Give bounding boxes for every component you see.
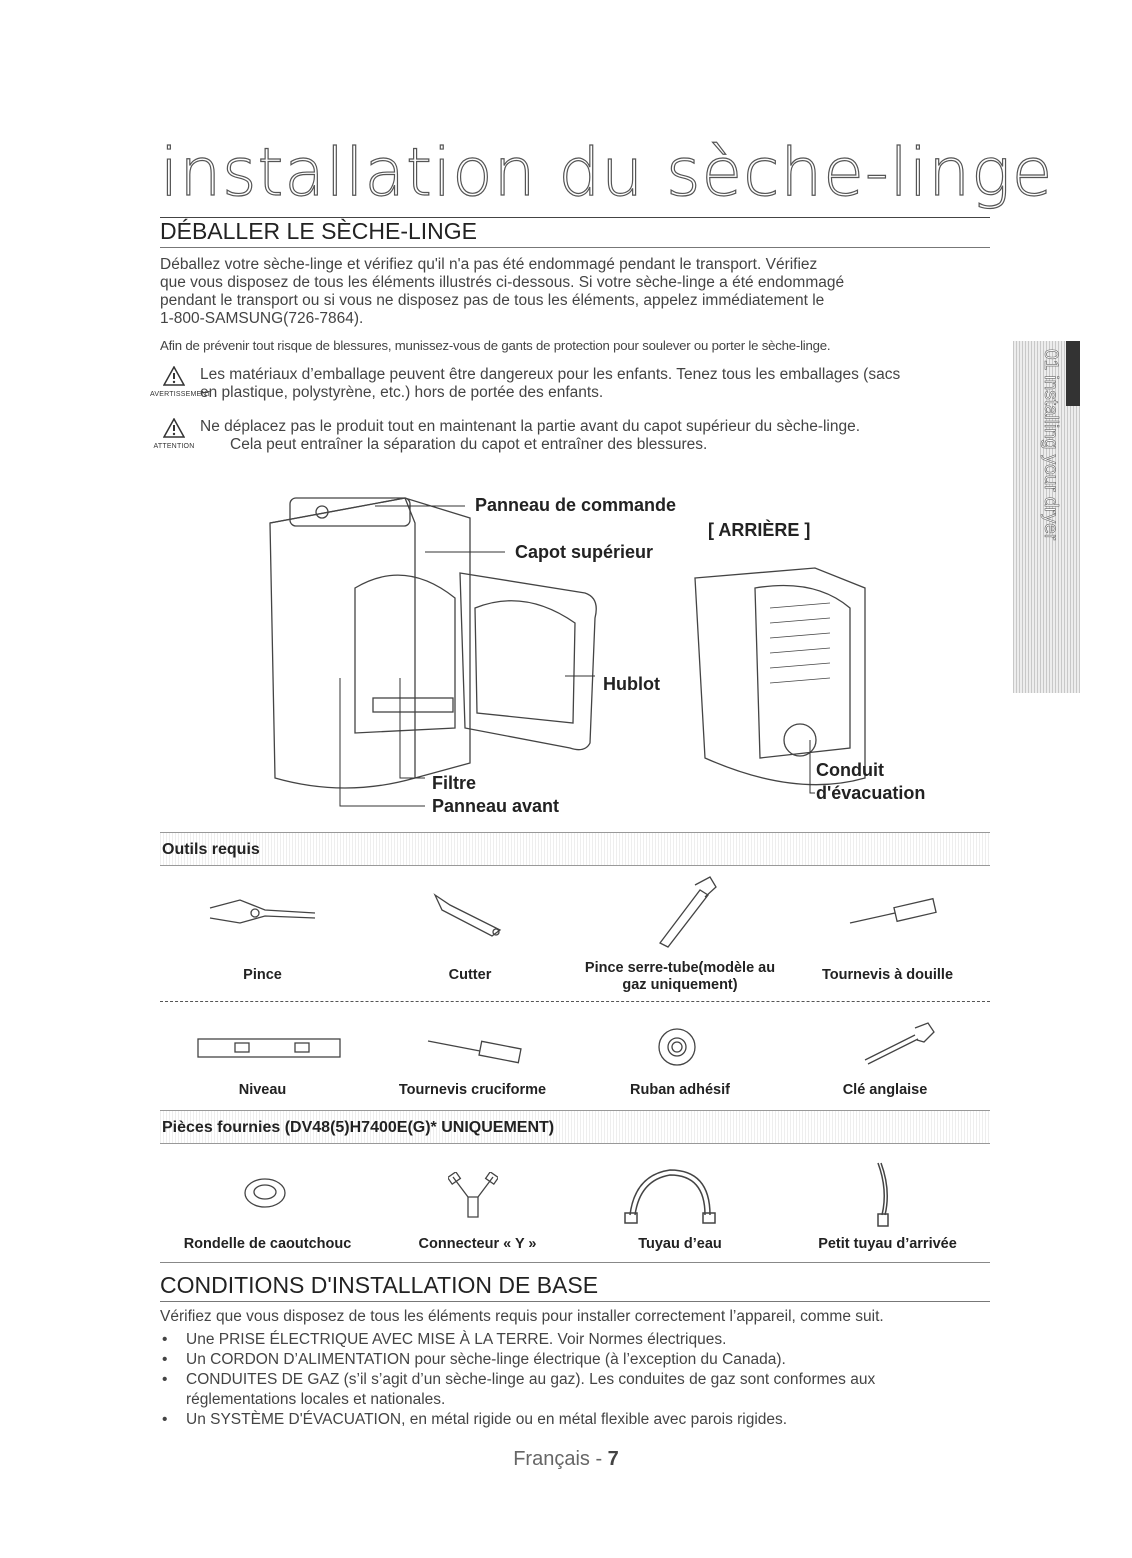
tool-label-cutter: Cutter (448, 967, 492, 983)
tools-heading: Outils requis (162, 841, 260, 858)
warning-line-2: en plastique, polystyrène, etc.) hors de portée des enfants. (200, 384, 604, 401)
unpack-paragraph (160, 256, 980, 328)
door-window (475, 601, 575, 723)
dryer-body-side (270, 498, 470, 778)
label-exhaust-2: d'évacuation (816, 783, 926, 803)
exhaust-outlet (784, 724, 816, 756)
caution-triangle-icon (163, 418, 185, 438)
conditions-heading: CONDITIONS D'INSTALLATION DE BASE (160, 1272, 990, 1302)
cutter-icon (430, 890, 510, 940)
y-connector-icon (448, 1172, 498, 1224)
gloves-note: Afin de prévenir tout risque de blessures, munissez-vous de gants de protection pour soulever ou porter le sèche-linge. (160, 338, 831, 353)
tool-label-nut-driver: Tournevis à douille (821, 967, 954, 983)
conditions-intro: Vérifiez que vous disposez de tous les éléments requis pour installer correctement l’appareil, comme suit. (160, 1308, 884, 1325)
label-exhaust-1: Conduit (816, 760, 884, 780)
label-door: Hublot (603, 674, 660, 694)
side-tab-marker (1066, 341, 1080, 406)
condition-text: Un CORDON D’ALIMENTATION pour sèche-linge électrique (à l’exception du Canada). (186, 1351, 786, 1368)
unpack-line-4: 1-800-SAMSUNG(726-7864). (160, 310, 364, 327)
page-number: 7 (607, 1448, 619, 1470)
adjustable-wrench-icon (860, 1020, 940, 1065)
rear-vent-area (755, 586, 850, 759)
phillips-screwdriver-icon (425, 1035, 525, 1065)
condition-text: Une PRISE ÉLECTRIQUE AVEC MISE À LA TERRE. Voir Normes électriques. (186, 1331, 727, 1348)
tape-icon (655, 1025, 699, 1069)
filter-shape (373, 698, 453, 712)
side-tab-label: 01 installing your dryer (1040, 349, 1061, 541)
water-hose-icon (615, 1165, 725, 1227)
warning-line-1: Les matériaux d’emballage peuvent être dangereux pour les enfants. Tenez tous les emballages (sacs (200, 366, 901, 383)
caution-text (200, 418, 990, 454)
caution-line-2: Cela peut entraîner la séparation du capot et entraîner des blessures. (230, 436, 708, 453)
warning-tag: AVERTISSEMENT (150, 391, 212, 398)
door-shape (460, 573, 596, 750)
tool-label-level: Niveau (238, 1082, 287, 1098)
parts-heading: Pièces fournies (DV48(5)H7400E(G)* UNIQUEMENT) (162, 1119, 555, 1136)
page-footer (0, 1448, 1132, 1471)
condition-item (160, 1330, 990, 1350)
part-label-inlet-hose: Petit tuyau d’arrivée (818, 1236, 957, 1252)
page-title: installation du sèche-linge (160, 128, 990, 218)
warning-text (200, 366, 990, 402)
caution-symbol (150, 418, 198, 456)
part-label-water-hose: Tuyau d’eau (638, 1236, 722, 1252)
condition-item (160, 1370, 990, 1410)
label-rear: [ ARRIÈRE ] (708, 520, 811, 540)
control-panel-shape (290, 498, 410, 526)
tool-label-pliers: Pince (243, 967, 282, 983)
tool-label-wrench: Clé anglaise (842, 1082, 928, 1098)
pipe-wrench-icon (650, 875, 720, 950)
condition-text-cont: réglementations locales et nationales. (186, 1391, 446, 1408)
unpack-line-1: Déballez votre sèche-linge et vérifiez qu'il n'a pas été endommagé pendant le transport. Vérifiez (160, 256, 818, 273)
tool-label-pipe-wrench: Pince serre-tube(modèle au gaz uniquement) (584, 960, 776, 993)
condition-text: • CONDUITES DE GAZ (s’il s’agit d’un sèche-linge au gaz). Les conduites de gaz sont conformes aux (186, 1371, 876, 1388)
label-top-cover: Capot supérieur (515, 542, 654, 562)
dryer-body-left (270, 498, 415, 788)
tools-row-divider (160, 1001, 990, 1002)
rubber-washer-icon (240, 1175, 290, 1211)
unpack-line-2: que vous disposez de tous les éléments illustrés ci-dessous. Si votre sèche-linge a été endommagé (160, 274, 845, 291)
caution-tag: ATTENTION (153, 443, 195, 450)
level-icon (195, 1035, 345, 1061)
label-front-panel: Panneau avant (432, 796, 560, 816)
conditions-list (160, 1330, 990, 1430)
short-inlet-hose-icon (870, 1160, 900, 1230)
condition-item (160, 1350, 990, 1370)
warning-symbol (150, 366, 212, 404)
condition-item (160, 1410, 990, 1430)
parts-header-bar (160, 1110, 990, 1144)
label-filter: Filtre (432, 773, 477, 793)
parts-bottom-rule (160, 1262, 990, 1263)
tools-header-bar (160, 832, 990, 866)
label-control-panel: Panneau de commande (475, 495, 677, 515)
footer-language: Français - (513, 1448, 608, 1470)
tool-label-tape: Ruban adhésif (630, 1082, 730, 1098)
condition-text: Un SYSTÈME D'ÉVACUATION, en métal rigide ou en métal flexible avec parois rigides. (186, 1411, 788, 1428)
nut-driver-icon (845, 895, 945, 930)
part-label-washer: Rondelle de caoutchouc (183, 1236, 352, 1252)
part-label-y-connector: Connecteur « Y » (418, 1236, 537, 1252)
pliers-icon (205, 888, 325, 938)
drum-opening (355, 575, 455, 733)
warning-triangle-icon (163, 366, 185, 386)
chapter-side-tab (1013, 341, 1080, 693)
caution-line-1: Ne déplacez pas le produit tout en maintenant la partie avant du capot supérieur du sèche-linge. (200, 418, 861, 435)
tool-label-phillips: Tournevis cruciforme (398, 1082, 547, 1098)
unpack-heading: DÉBALLER LE SÈCHE-LINGE (160, 218, 990, 248)
unpack-line-3: pendant le transport ou si vous ne disposez pas de tous les éléments, appelez immédiatement le (160, 292, 825, 309)
